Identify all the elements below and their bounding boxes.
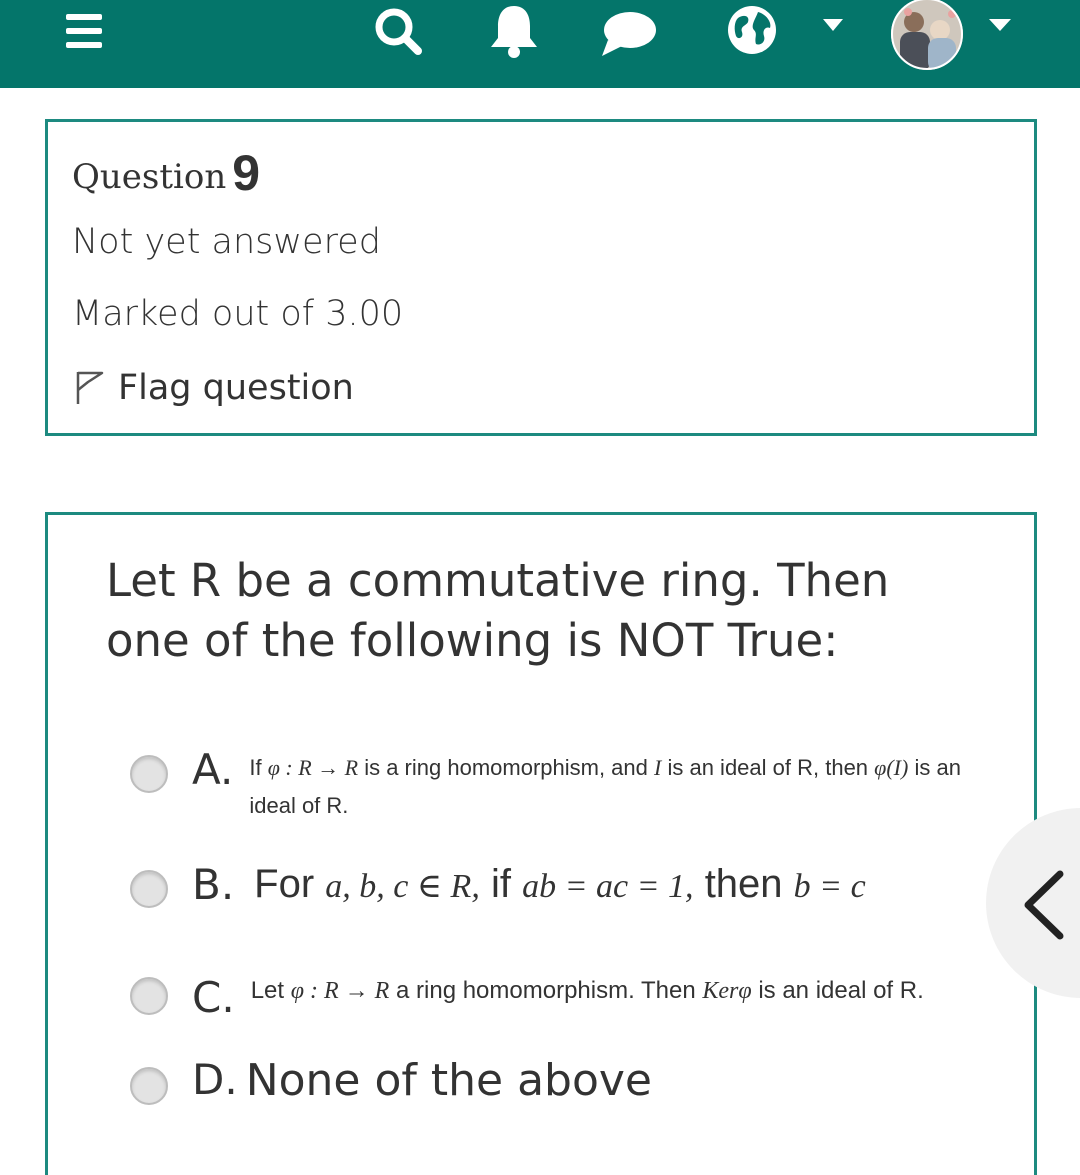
option-c-text	[251, 977, 924, 1005]
chat-icon[interactable]	[600, 8, 658, 58]
math-expression: ab = ac = 1,	[522, 868, 694, 905]
option-text-part: is an ideal of R.	[758, 977, 924, 1004]
question-number-heading	[72, 142, 260, 200]
option-a[interactable]	[130, 745, 989, 825]
option-b-radio[interactable]	[130, 870, 168, 908]
option-letter: D.	[192, 1055, 238, 1104]
question-text: Let R be a commutative ring. Then one of the following is NOT True:	[106, 554, 890, 667]
option-text-part: is a ring homomorphism, and	[364, 755, 648, 780]
option-text-part: If	[249, 755, 262, 780]
option-letter: B.	[192, 860, 235, 909]
math-expression: a, b, c ∈ R,	[325, 868, 480, 905]
answer-status: Not yet answered	[72, 222, 381, 262]
chevron-down-icon[interactable]	[822, 18, 844, 32]
option-a-radio[interactable]	[130, 755, 168, 793]
marks-info: Marked out of 3.00	[72, 294, 404, 334]
math-expression: φ : R → R	[267, 755, 359, 780]
option-text-part: Let	[250, 977, 285, 1004]
math-expression: φ : R → R	[290, 978, 390, 1004]
top-navbar	[0, 0, 1080, 88]
bell-icon[interactable]	[488, 2, 540, 58]
option-c[interactable]	[130, 973, 924, 1022]
flag-question-label: Flag question	[118, 368, 354, 408]
flag-icon	[74, 370, 104, 406]
question-label: Question	[72, 157, 227, 197]
option-b-text	[254, 862, 866, 907]
option-text-part: then	[704, 862, 783, 906]
menu-icon[interactable]	[64, 12, 108, 52]
math-expression: φ(I)	[874, 755, 909, 780]
question-info-panel	[45, 119, 1037, 436]
option-letter: A.	[192, 745, 234, 794]
globe-icon[interactable]	[726, 4, 778, 56]
math-expression: b = c	[793, 868, 866, 905]
option-d[interactable]	[130, 1055, 652, 1106]
option-b[interactable]	[130, 860, 866, 909]
option-d-text: None of the above	[245, 1055, 652, 1106]
chevron-left-icon	[1020, 870, 1066, 940]
question-number: 9	[232, 145, 261, 201]
option-c-radio[interactable]	[130, 977, 168, 1015]
option-d-radio[interactable]	[130, 1067, 168, 1105]
option-letter: C.	[192, 973, 235, 1022]
option-text-part: For	[254, 862, 315, 906]
avatar[interactable]	[888, 0, 966, 72]
option-text-part: a ring homomorphism. Then	[396, 977, 696, 1004]
math-expression: Kerφ	[702, 978, 752, 1004]
question-content-panel	[45, 512, 1037, 1175]
option-a-text	[249, 749, 989, 825]
flag-question-button[interactable]	[74, 368, 354, 408]
search-icon[interactable]	[372, 6, 424, 56]
math-expression: I	[654, 755, 662, 780]
option-text-part: is an ideal of R, then	[667, 755, 869, 780]
option-text-part: is an ideal of R.	[249, 755, 961, 818]
chevron-down-icon[interactable]	[988, 18, 1012, 32]
option-text-part: if	[490, 862, 511, 906]
